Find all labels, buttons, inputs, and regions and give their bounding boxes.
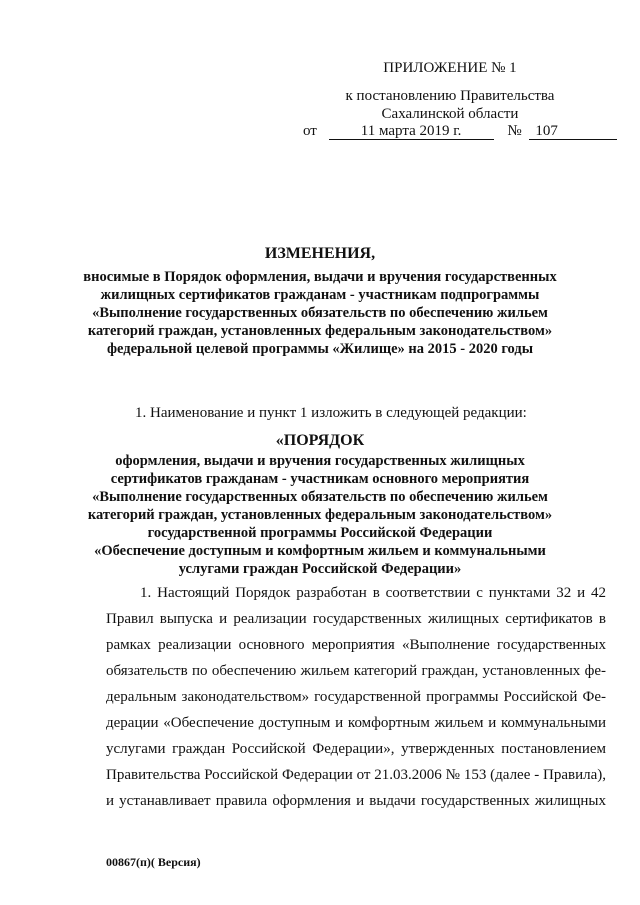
body-line: обязательств по обеспечению жильем категорий граждан, установленных фе-	[106, 663, 606, 679]
item-1-intro: 1. Наименование и пункт 1 изложить в следующей редакции:	[135, 405, 527, 421]
decree-number: 107	[529, 124, 617, 140]
changes-subtitle-line: «Выполнение государственных обязательств по обеспечению жильем	[92, 305, 548, 321]
changes-subtitle-line: федеральной целевой программы «Жилище» на 2015 - 2020 годы	[106, 341, 534, 357]
order-heading	[70, 452, 570, 578]
appendix-line-2: Сахалинской области	[381, 106, 519, 122]
changes-subtitle-line: вносимые в Порядок оформления, выдачи и вручения государственных	[83, 269, 557, 285]
body-line: деральным законодательством» государственной программы Российской Фе-	[106, 689, 606, 705]
changes-subtitle-line: жилищных сертификатов гражданам - участникам подпрограммы	[100, 287, 540, 303]
order-heading-line: сертификатов гражданам - участникам основного мероприятия	[110, 471, 530, 487]
document-footer-code: 00867(п)( Версия)	[106, 855, 201, 869]
order-title: «ПОРЯДОК	[275, 432, 365, 449]
changes-title: ИЗМЕНЕНИЯ,	[264, 245, 376, 262]
number-label: №	[507, 123, 522, 139]
body-line: и устанавливает правила оформления и выдачи государственных жилищных	[106, 793, 606, 809]
changes-subtitle	[70, 268, 570, 358]
order-heading-line: государственной программы Российской Федерации	[147, 525, 493, 541]
order-heading-line: «Выполнение государственных обязательств по обеспечению жильем	[92, 489, 548, 505]
body-line: Правил выпуска и реализации государственных жилищных сертификатов в	[106, 611, 606, 627]
appendix-title: ПРИЛОЖЕНИЕ № 1	[383, 60, 517, 76]
order-heading-line: оформления, выдачи и вручения государственных жилищных	[115, 453, 525, 469]
body-line: дерации «Обеспечение доступным и комфортным жильем и коммунальными	[106, 715, 606, 731]
appendix-line-1: к постановлению Правительства	[345, 88, 555, 104]
body-line: Правительства Российской Федерации от 21.03.2006 № 153 (далее - Правила),	[106, 767, 606, 783]
order-heading-line: «Обеспечение доступным и комфортным жильем и коммунальными	[94, 543, 546, 559]
from-label: от	[303, 123, 317, 139]
body-line: 1. Настоящий Порядок разработан в соответствии с пунктами 32 и 42	[140, 585, 606, 601]
order-heading-line: категорий граждан, установленных федеральным законодательством»	[87, 507, 553, 523]
order-heading-line: услугами граждан Российской Федерации»	[178, 561, 462, 577]
body-line: рамках реализации основного мероприятия «Выполнение государственных	[106, 637, 606, 653]
changes-subtitle-line: категорий граждан, установленных федеральным законодательством»	[87, 323, 553, 339]
body-paragraph	[106, 580, 606, 814]
appendix-date-number-line	[303, 123, 603, 140]
decree-date: 11 марта 2019 г.	[329, 124, 494, 140]
body-line: услугами граждан Российской Федерации», утвержденных постановлением	[106, 741, 606, 757]
